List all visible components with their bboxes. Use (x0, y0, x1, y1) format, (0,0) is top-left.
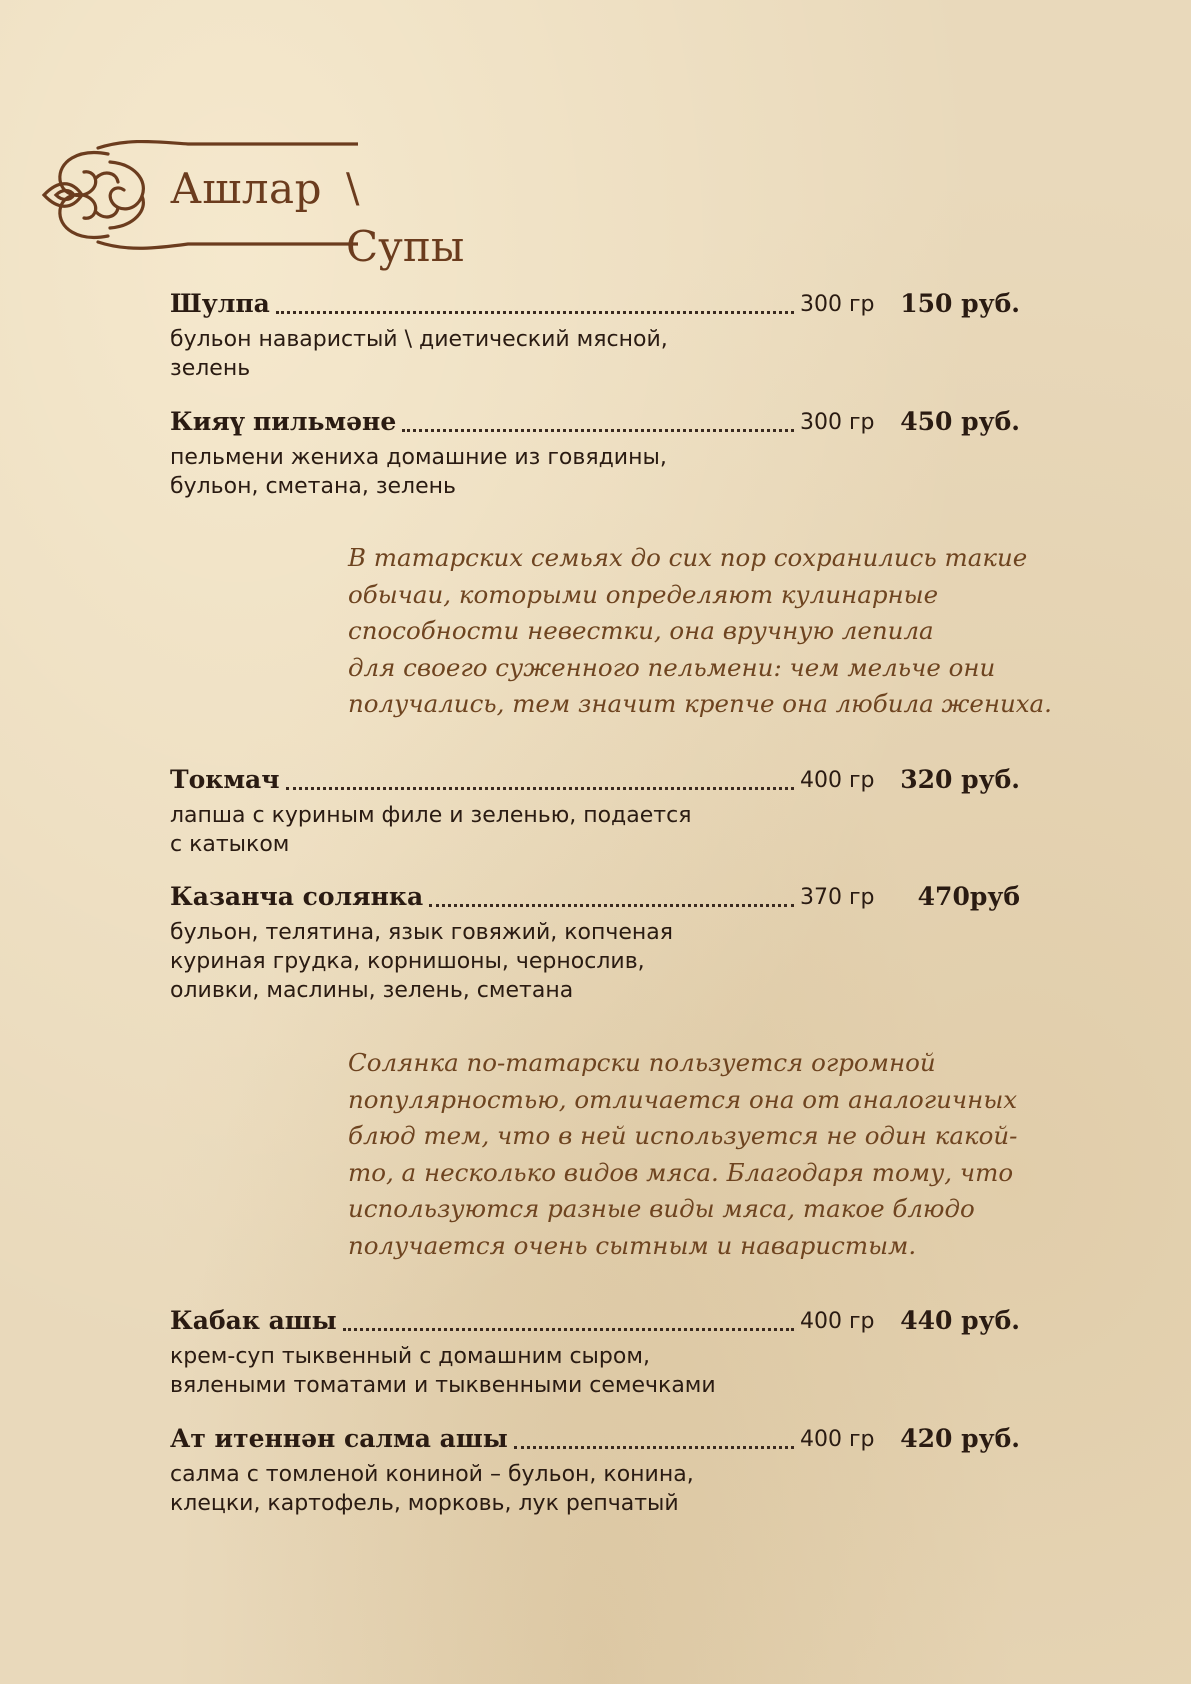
dot-leader (402, 429, 794, 432)
dot-leader (429, 904, 794, 907)
note-line: обычаи, которыми определяют кулинарные (348, 579, 939, 609)
dot-leader (343, 1328, 794, 1331)
description-line: крем-суп тыквенный с домашним сыром, (170, 1344, 650, 1369)
dish-price: 470руб (917, 882, 1020, 911)
dish-weight: 300 гр (800, 292, 875, 317)
dot-leader (276, 311, 794, 314)
dish-name: Токмач (170, 765, 280, 794)
menu-item (170, 1306, 1020, 1400)
dish-description (170, 1342, 810, 1400)
dish-name: Кабак ашы (170, 1306, 337, 1335)
description-line: пельмени жениха домашние из говядины, (170, 445, 667, 470)
menu-item-header (170, 1424, 1020, 1458)
menu-item-header (170, 289, 1020, 323)
info-note (348, 540, 1052, 723)
info-note (348, 1045, 1048, 1264)
dish-description (170, 801, 810, 859)
dish-description (170, 1460, 810, 1518)
description-line: куриная грудка, корнишоны, чернослив, (170, 949, 645, 974)
note-line: способности невестки, она вручную лепила (348, 616, 934, 645)
note-line: получались, тем значит крепче она любила жениха. (348, 689, 1052, 718)
description-line: бульон наваристый \ диетический мясной, (170, 327, 668, 352)
title-separator: \ (346, 166, 360, 212)
note-line: используются разные виды мяса, такое блюдо (348, 1194, 975, 1223)
section-title-tatar: Ашлар (170, 164, 322, 213)
note-line: Солянка по-татарски пользуется огромной (348, 1048, 936, 1077)
note-line: популярностью, отличается она от аналогичных (348, 1084, 1018, 1114)
note-line: блюд тем, что в ней используется не один какой- (348, 1121, 1018, 1150)
menu-item-header (170, 882, 1020, 916)
note-line: В татарских семьях до сих пор сохранились такие (348, 543, 1028, 572)
dish-weight: 400 гр (800, 1309, 875, 1334)
menu-item-header (170, 765, 1020, 799)
dish-weight: 400 гр (800, 1427, 875, 1452)
dish-description (170, 443, 810, 501)
menu-item (170, 289, 1020, 383)
description-line: клецки, картофель, морковь, лук репчатый (170, 1491, 679, 1516)
dish-price: 320 руб. (900, 765, 1020, 794)
dish-description (170, 918, 810, 1005)
description-line: вялеными томатами и тыквенными семечками (170, 1373, 716, 1398)
dot-leader (514, 1446, 794, 1449)
note-line: получается очень сытным и наваристым. (348, 1230, 917, 1260)
dish-price: 150 руб. (900, 289, 1020, 318)
description-line: лапша с куриным филе и зеленью, подается (170, 803, 692, 828)
dish-name: Кияү пильмәне (170, 407, 397, 436)
menu-item-header (170, 1306, 1020, 1340)
dish-name: Ат итеннән салма ашы (170, 1424, 508, 1453)
dish-price: 420 руб. (900, 1424, 1020, 1453)
dish-weight: 400 гр (800, 768, 875, 793)
dish-price: 450 руб. (900, 407, 1020, 436)
description-line: бульон, телятина, язык говяжий, копченая (170, 920, 674, 945)
note-line: то, а несколько видов мяса. Благодаря тому, что (348, 1157, 1014, 1187)
dish-weight: 300 гр (800, 410, 875, 435)
description-line: оливки, маслины, зелень, сметана (170, 978, 574, 1003)
description-line: зелень (170, 356, 251, 381)
dish-weight: 370 гр (800, 885, 875, 910)
dish-price: 440 руб. (900, 1306, 1020, 1335)
description-line: бульон, сметана, зелень (170, 474, 456, 499)
dot-leader (286, 787, 794, 790)
description-line: салма с томленой кониной – бульон, конина, (170, 1462, 694, 1487)
dish-name: Шулпа (170, 289, 270, 318)
section-title-russian: Супы (346, 222, 465, 271)
menu-item (170, 882, 1020, 1005)
dish-name: Казанча солянка (170, 882, 424, 911)
menu-item-header (170, 407, 1020, 441)
note-line: для своего суженного пельмени: чем мельче они (348, 652, 996, 682)
dish-description (170, 325, 810, 383)
menu-item (170, 407, 1020, 501)
description-line: с катыком (170, 832, 290, 857)
menu-item (170, 765, 1020, 859)
menu-item (170, 1424, 1020, 1518)
